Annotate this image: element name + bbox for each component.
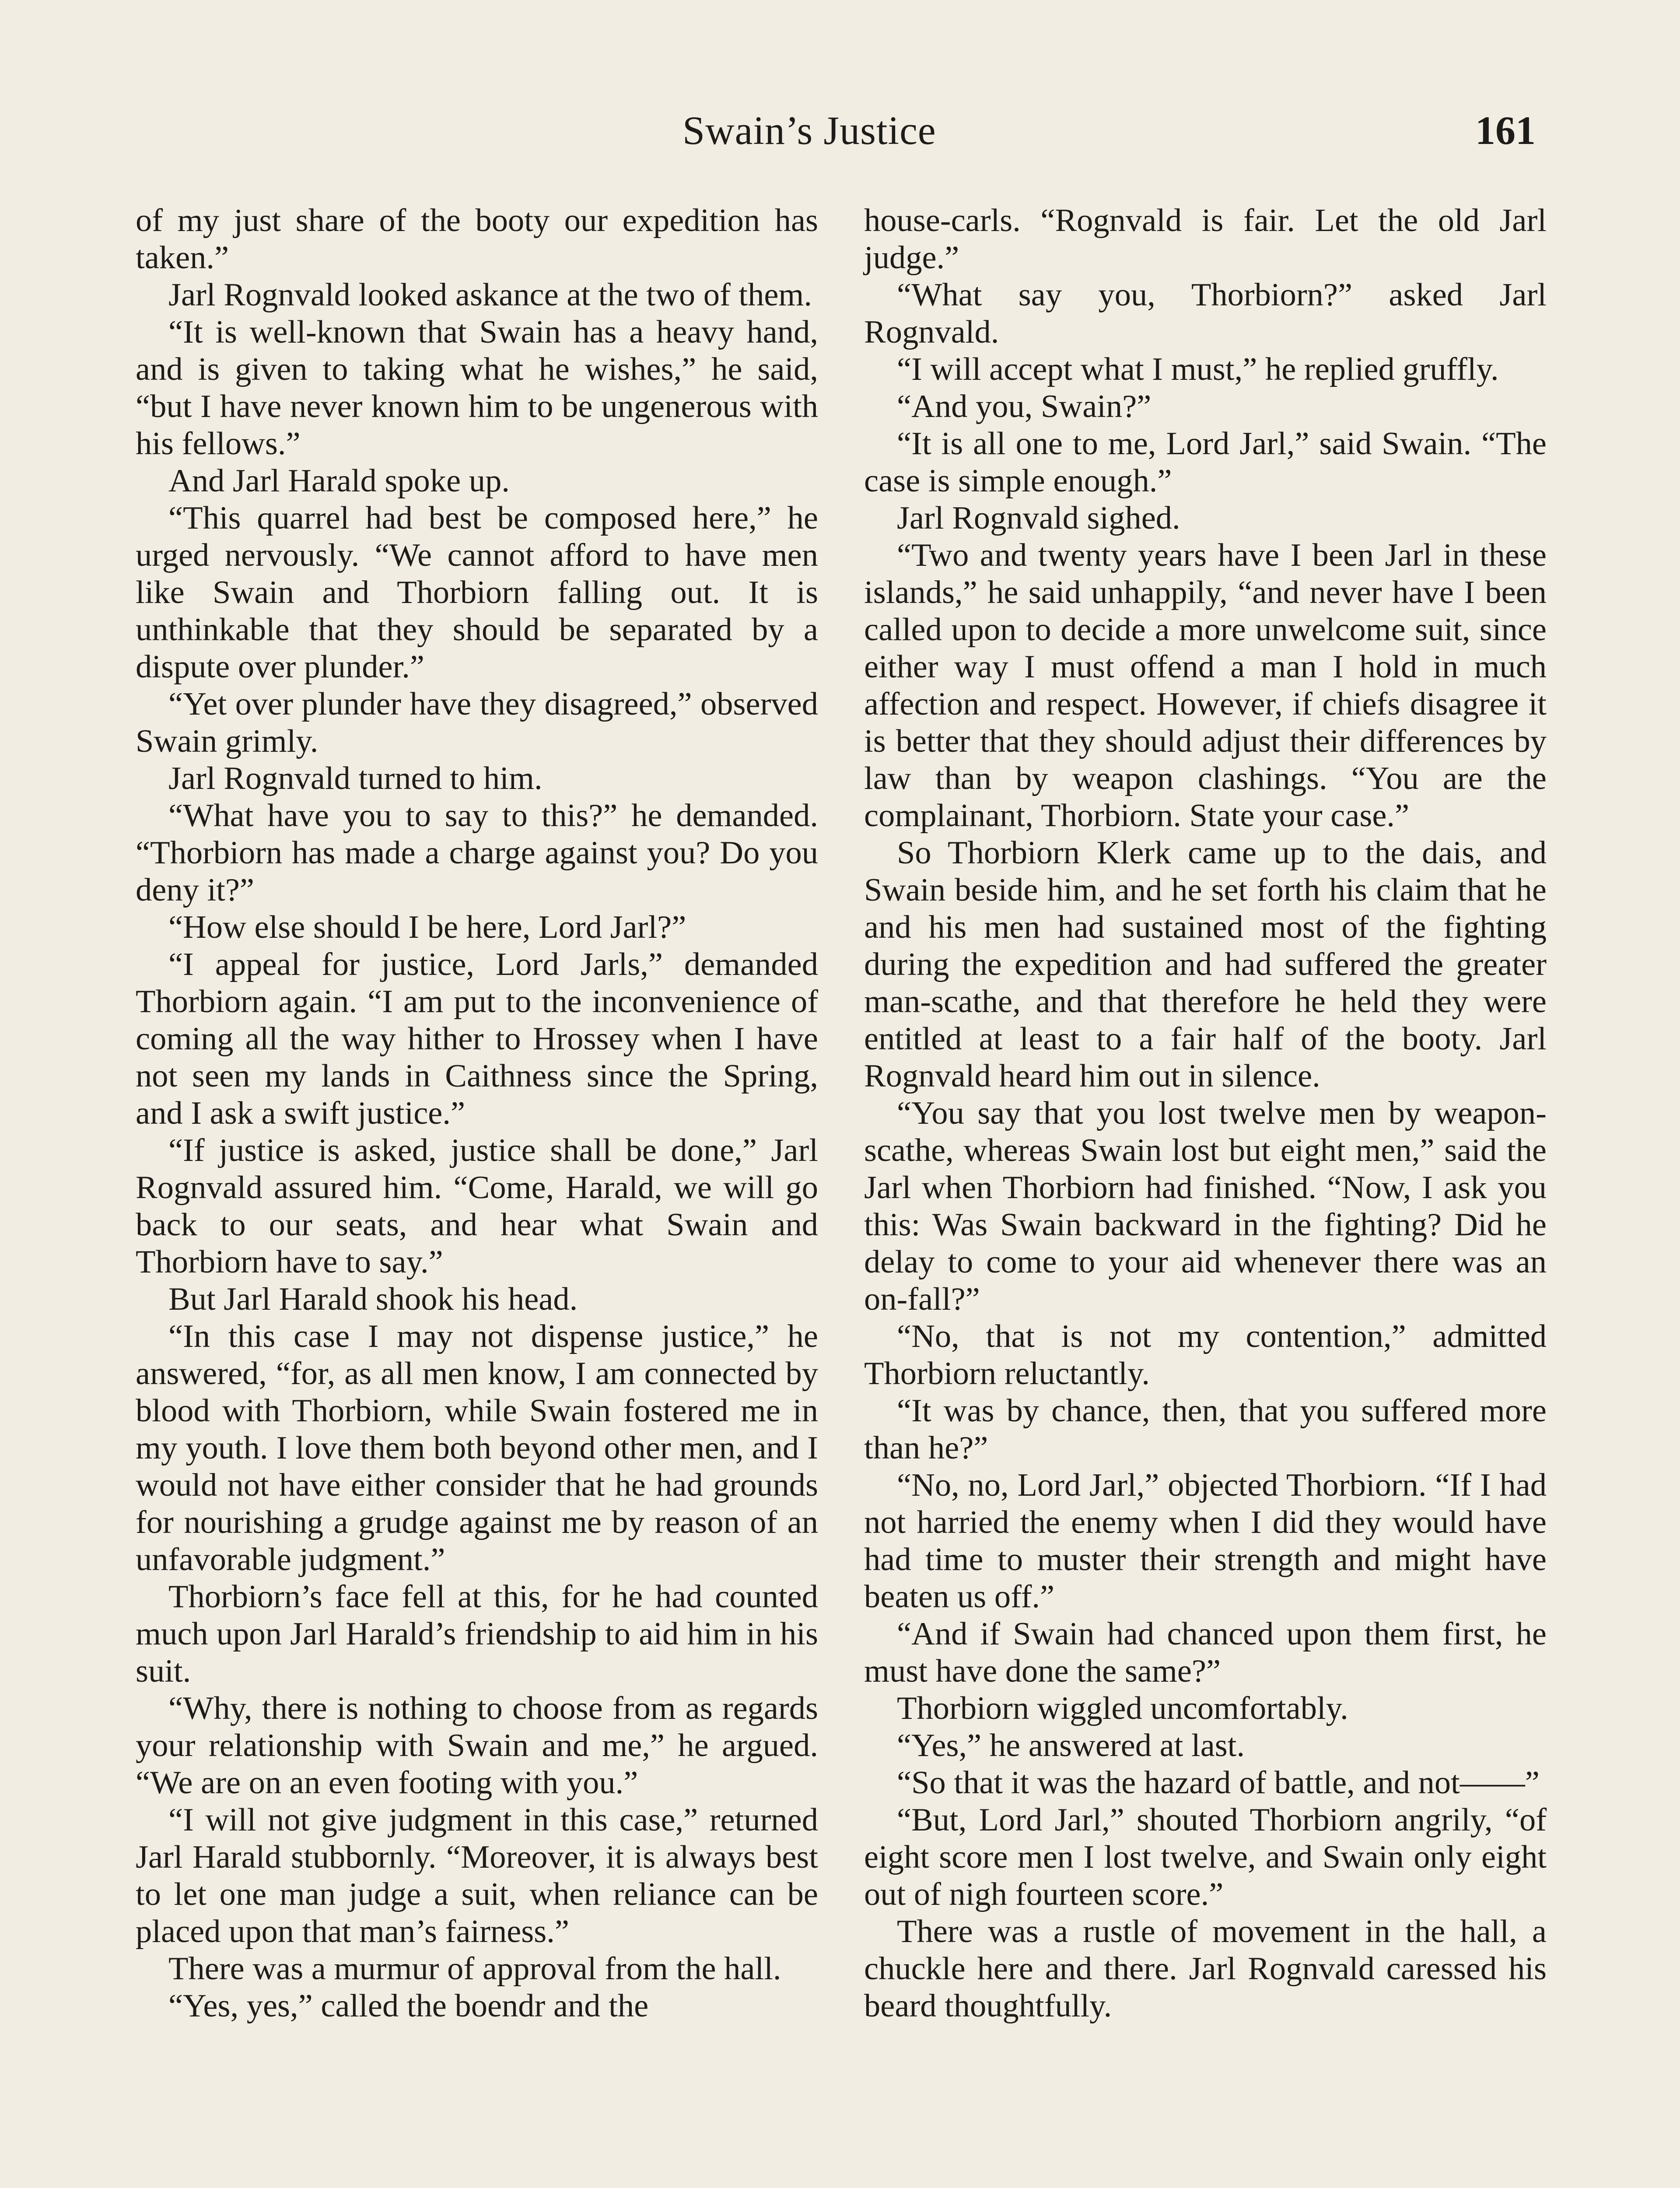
paragraph: “It is all one to me, Lord Jarl,” said Swain. “The case is simple enough.” (864, 426, 1547, 499)
paragraph: Thorbiorn wiggled uncomfortably. (897, 1690, 1348, 1726)
paragraph: of my just share of the booty our expedition has taken.” (136, 203, 818, 276)
paragraph: “What say you, Thorbiorn?” asked Jarl Rognvald. (864, 277, 1547, 350)
paragraph: house-carls. “Rognvald is fair. Let the old Jarl judge.” (864, 203, 1547, 276)
paragraph: “How else should I be here, Lord Jarl?” (168, 909, 686, 945)
page-header (0, 107, 1680, 155)
paragraph: “It was by chance, then, that you suffered more than he?” (864, 1393, 1547, 1466)
paragraph: Jarl Rognvald sighed. (897, 500, 1180, 536)
paragraph: “But, Lord Jarl,” shouted Thorbiorn angrily, “of eight score men I lost twelve, and Swain only eight out of nigh fourteen score.” (864, 1802, 1547, 1912)
paragraph: “Why, there is nothing to choose from as regards your relationship with Swain and me,” he argued. “We are on an even footing with you.” (136, 1690, 818, 1801)
paragraph: “Yet over plunder have they disagreed,” observed Swain grimly. (136, 686, 818, 759)
paragraph: “If justice is asked, justice shall be done,” Jarl Rognvald assured him. “Come, Harald, we will go back to our seats, and hear what Swain and Thorbiorn have to say.” (136, 1133, 818, 1280)
paragraph: “Two and twenty years have I been Jarl in these islands,” he said unhappily, “and never have I been called upon to decide a more unwelcome suit, since either way I must offend a man I hold in much affection and respect. However, if chiefs disagree it is better that they should adjust their differences by law than by weapon clashings. “You are the complainant, Thorbiorn. State your case.” (864, 537, 1547, 834)
paragraph: “Yes,” he answered at last. (897, 1728, 1245, 1764)
paragraph: “And you, Swain?” (897, 389, 1152, 424)
paragraph: “In this case I may not dispense justice,” he answered, “for, as all men know, I am connected by blood with Thorbiorn, while Swain fostered me in my youth. I love them both beyond other men, and I would not have either consider that he had grounds for nourishing a grudge against me by reason of an unfavorable judgment.” (136, 1318, 818, 1578)
paragraph: “I will accept what I must,” he replied gruffly. (897, 351, 1499, 387)
paragraph: “No, no, Lord Jarl,” objected Thorbiorn. “If I had not harried the enemy when I did they would have had time to muster their strength and might have beaten us off.” (864, 1467, 1547, 1615)
paragraph: There was a murmur of approval from the hall. (168, 1951, 781, 1987)
paragraph: And Jarl Harald spoke up. (168, 463, 510, 499)
paragraph: “This quarrel had best be composed here,” he urged nervously. “We cannot afford to have men like Swain and Thorbiorn falling out. It is unthinkable that they should be separated by a dispute over plunder.” (136, 500, 818, 685)
running-title: Swain’s Justice (682, 108, 936, 153)
paragraph: “I appeal for justice, Lord Jarls,” demanded Thorbiorn again. “I am put to the inconvenience of coming all the way hither to Hrossey when I have not seen my lands in Caithness since the Spring, and I ask a swift justice.” (136, 947, 818, 1131)
paragraph: Jarl Rognvald turned to him. (168, 761, 542, 796)
paragraph: So Thorbiorn Klerk came up to the dais, and Swain beside him, and he set forth his claim that he and his men had sustained most of the fighting during the expedition and had suffered the greater man-scathe, and that therefore he held they were entitled at least to a fair half of the booty. Jarl Rognvald heard him out in silence. (864, 835, 1547, 1094)
paragraph: “I will not give judgment in this case,” returned Jarl Harald stubbornly. “Moreover, it is always best to let one man judge a suit, when reliance can be placed upon that man’s fairness.” (136, 1802, 818, 1950)
paragraph: “It is well-known that Swain has a heavy hand, and is given to taking what he wishes,” he said, “but I have never known him to be ungenerous with his fellows.” (136, 314, 818, 462)
paragraph: “So that it was the hazard of battle, and not——” (897, 1765, 1540, 1801)
paragraph: But Jarl Harald shook his head. (168, 1281, 578, 1317)
paragraph: “What have you to say to this?” he demanded. “Thorbiorn has made a charge against you? Do you deny it?” (136, 798, 818, 908)
paragraph: “And if Swain had chanced upon them first, he must have done the same?” (864, 1616, 1547, 1689)
left-column (136, 202, 818, 2025)
paragraph: “Yes, yes,” called the boendr and the (168, 1988, 649, 2024)
paragraph: There was a rustle of movement in the hall, a chuckle here and there. Jarl Rognvald caressed his beard thoughtfully. (864, 1914, 1547, 2024)
paragraph: “You say that you lost twelve men by weapon-scathe, whereas Swain lost but eight men,” said the Jarl when Thorbiorn had finished. “Now, I ask you this: Was Swain backward in the fighting? Did he delay to come to your aid whenever there was an on-fall?” (864, 1095, 1547, 1317)
right-column (864, 202, 1547, 2025)
page-number: 161 (1475, 108, 1536, 153)
paragraph: Jarl Rognvald looked askance at the two of them. (168, 277, 812, 313)
paragraph: “No, that is not my contention,” admitted Thorbiorn reluctantly. (864, 1318, 1547, 1392)
paragraph: Thorbiorn’s face fell at this, for he had counted much upon Jarl Harald’s friendship to aid him in his suit. (136, 1579, 818, 1689)
